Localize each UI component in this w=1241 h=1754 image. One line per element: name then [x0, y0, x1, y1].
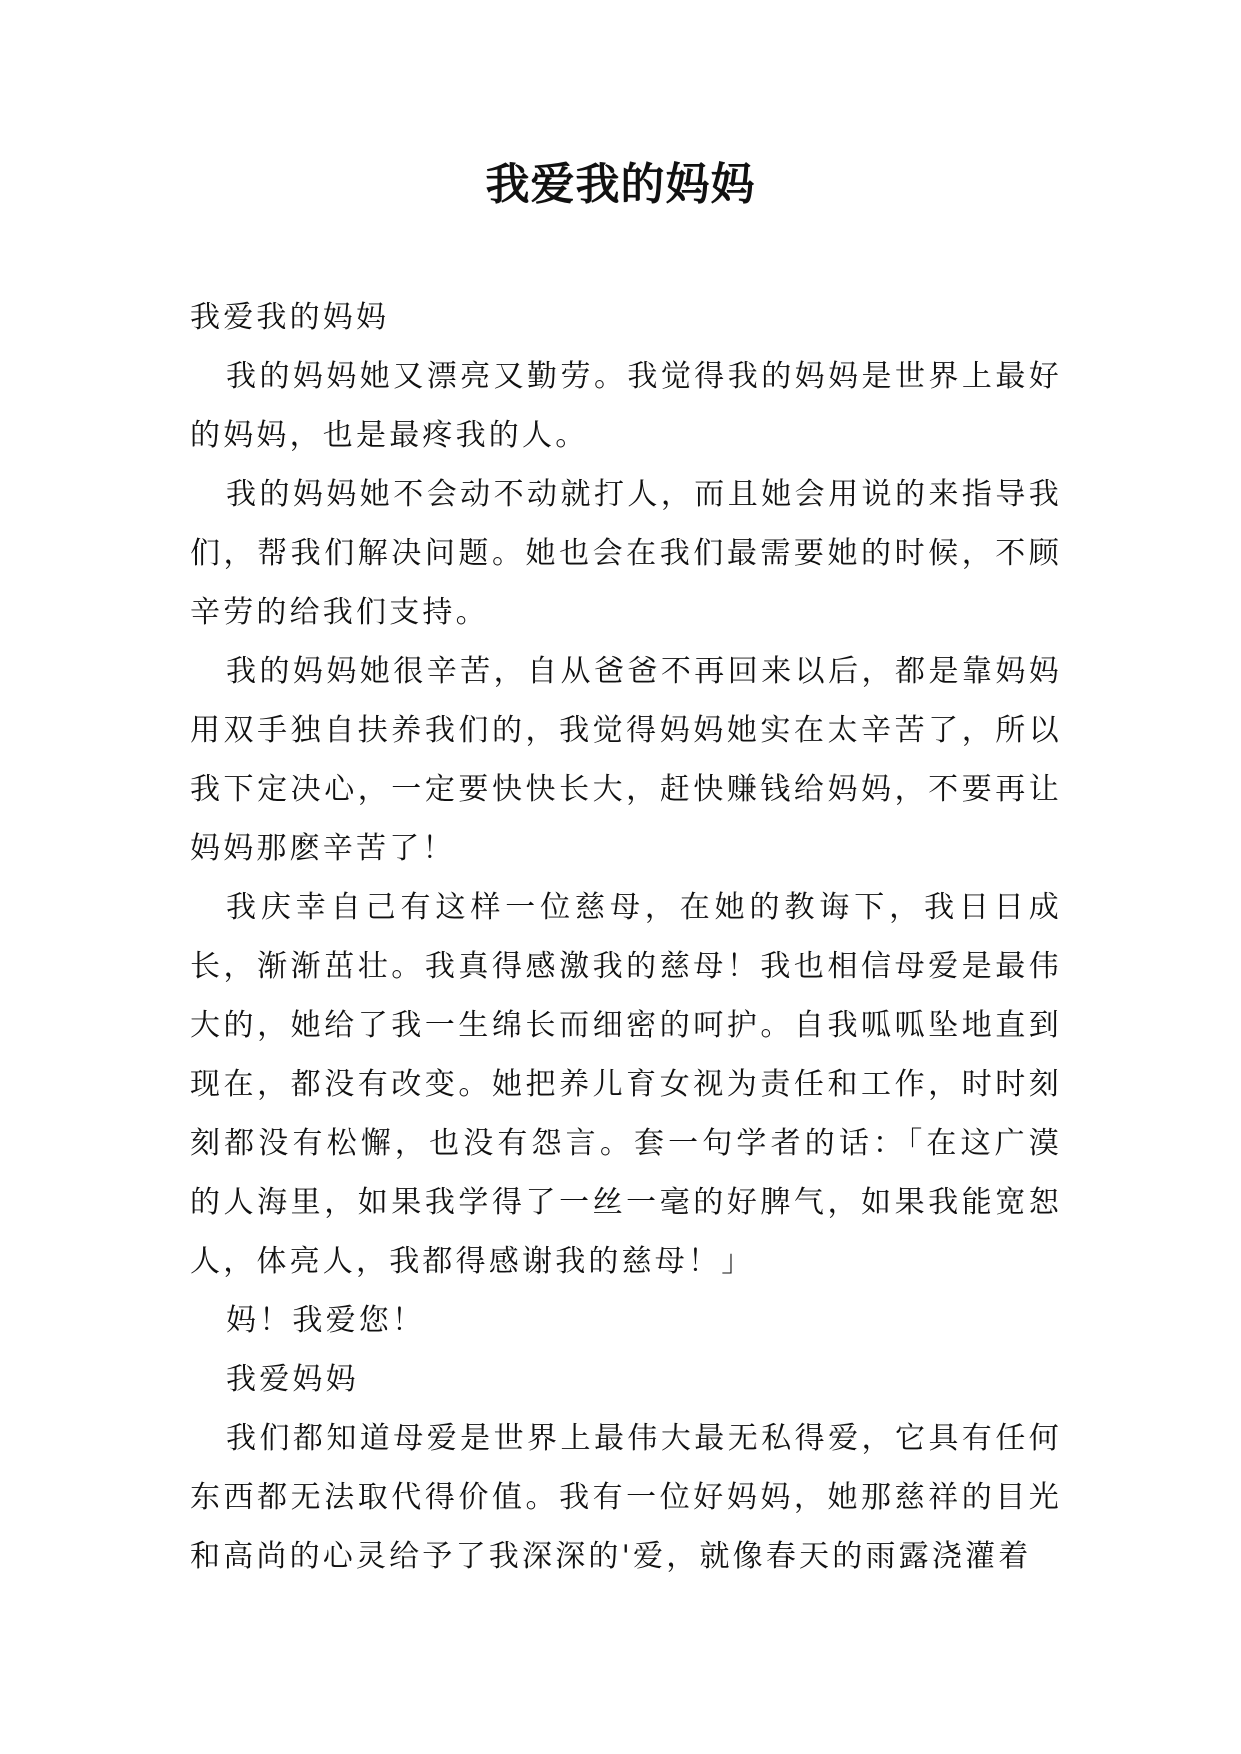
paragraph: 妈！我爱您！ — [226, 1303, 426, 1338]
paragraph: 我的妈妈她很辛苦，自从爸爸不再回来以后，都是靠妈妈用双手独自扶养我们的，我觉得妈妈她实在太辛苦了，所以我下定决心，一定要快快长大，赶快赚钱给妈妈，不要再让妈妈那麽辛苦了！ — [190, 654, 1062, 866]
paragraph: 我的妈妈她又漂亮又勤劳。我觉得我的妈妈是世界上最好的妈妈，也是最疼我的人。 — [190, 359, 1062, 453]
paragraph: 我爱我的妈妈 — [190, 300, 390, 335]
paragraph: 我庆幸自己有这样一位慈母，在她的教诲下，我日日成长，渐渐茁壮。我真得感激我的慈母！我也相信母爱是最伟大的，她给了我一生绵长而细密的呵护。自我呱呱坠地直到现在，都没有改变。她把养儿育女视为责任和工作，时时刻刻都没有松懈，也没有怨言。套一句学者的话：「在这广漠的人海里，如果我学得了一丝一毫的好脾气，如果我能宽恕人，体亮人，我都得感谢我的慈母！」 — [190, 890, 1062, 1279]
paragraph: 我的妈妈她不会动不动就打人，而且她会用说的来指导我们，帮我们解决问题。她也会在我们最需要她的时候，不顾辛劳的给我们支持。 — [190, 477, 1062, 630]
document-body — [190, 288, 1062, 1586]
paragraph: 我们都知道母爱是世界上最伟大最无私得爱，它具有任何东西都无法取代得价值。我有一位好妈妈，她那慈祥的目光和高尚的心灵给予了我深深的'爱，就像春天的雨露浇灌着 — [190, 1421, 1062, 1574]
document-title: 我爱我的妈妈 — [485, 159, 756, 210]
paragraph: 我爱妈妈 — [226, 1362, 359, 1397]
